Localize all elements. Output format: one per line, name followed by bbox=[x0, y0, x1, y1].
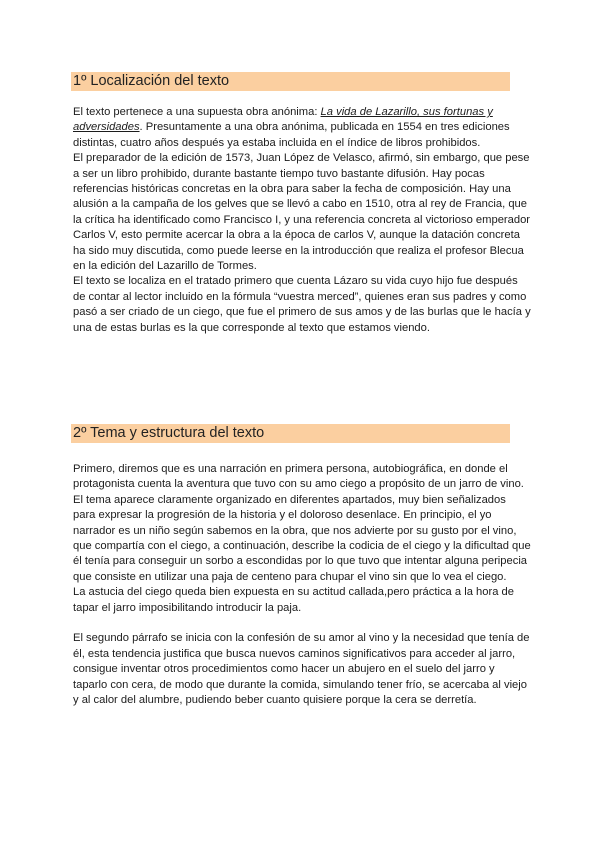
section-1-body bbox=[73, 105, 531, 336]
section-2-body bbox=[73, 462, 531, 708]
paragraph-spacer bbox=[73, 616, 531, 631]
section-2-paragraph-3: La astucia del ciego queda bien expuesta en su actitud callada,pero práctica a la hora de tapar el jarro imposibilitando introducir la paja. bbox=[73, 586, 514, 614]
section-1-heading: 1º Localización del texto bbox=[71, 72, 510, 91]
paragraph-text: El texto pertenece a una supuesta obra anónima: bbox=[73, 106, 321, 118]
section-1-paragraph-2: El preparador de la edición de 1573, Juan López de Velasco, afirmó, sin embargo, que pese a ser un libro prohibido, durante bastante tiempo tuvo bastante difusión. Hay pocas referencias históricas concretas en la obra para saber la fecha de composición. Hay una alusión a la campaña de los gelves que se llevó a cabo en 1510, otra al rey de Francia, que la crítica ha identificado como Francisco I, y una referencia concreta al victorioso emperador Carlos V, esto permite acercar la obra a la época de carlos V, aunque la datación concreta ha sido muy discutida, como puede leerse en la introducción que realiza el profesor Blecua en la edición del Lazarillo de Tormes. bbox=[73, 152, 531, 273]
section-1-paragraph-1 bbox=[73, 105, 531, 151]
paragraph-text: . Presuntamente a una obra anónima, publicada en 1554 en tres ediciones distintas, cuatro años después ya estaba incluida en el índice de libros prohibidos. bbox=[73, 121, 510, 149]
section-2-paragraph-1: Primero, diremos que es una narración en primera persona, autobiográfica, en donde el protagonista cuenta la aventura que tuvo con su amo ciego a propósito de un jarro de vino. bbox=[73, 463, 524, 491]
section-2-heading: 2º Tema y estructura del texto bbox=[71, 424, 510, 443]
section-1-paragraph-3: El texto se localiza en el tratado primero que cuenta Lázaro su vida cuyo hijo fue después de contar al lector incluido en la fórmula “vuestra merced”, quienes eran sus padres y como pasó a ser criado de un ciego, que fue el primero de sus amos y de las burlas que le hacía y una de estas burlas es la que corresponde al texto que estamos viendo. bbox=[73, 275, 531, 334]
section-2-paragraph-4: El segundo párrafo se inicia con la confesión de su amor al vino y la necesidad que tenía de él, esta tendencia justifica que busca nuevos caminos significativos para acceder al jarro, consigue inventar otros procedimientos como hacer un abujero en el suelo del jarro y taparlo con cera, de modo que durante la comida, simulando tener frío, se acercaba al viejo y al calor del alumbre, pudiendo beber cuanto quisiere porque la cera se derretía. bbox=[73, 632, 530, 707]
section-2-paragraph-2: El tema aparece claramente organizado en diferentes apartados, muy bien señalizados para expresar la progresión de la historia y el doloroso desenlace. En principio, el yo narrador es un niño según sabemos en la obra, que nos advierte por su gusto por el vino, que compartía con el ciego, a continuación, describe la codicia de el ciego y la dificultad que él tenía para conseguir un sorbo a escondidas por lo que tuvo que intentar alguna peripecia que consiste en utilizar una paja de centeno para chupar el vino sin que lo vea el ciego. bbox=[73, 493, 531, 583]
book-title: La vida de Lazarillo, sus fortunas y adversidades bbox=[73, 106, 493, 134]
